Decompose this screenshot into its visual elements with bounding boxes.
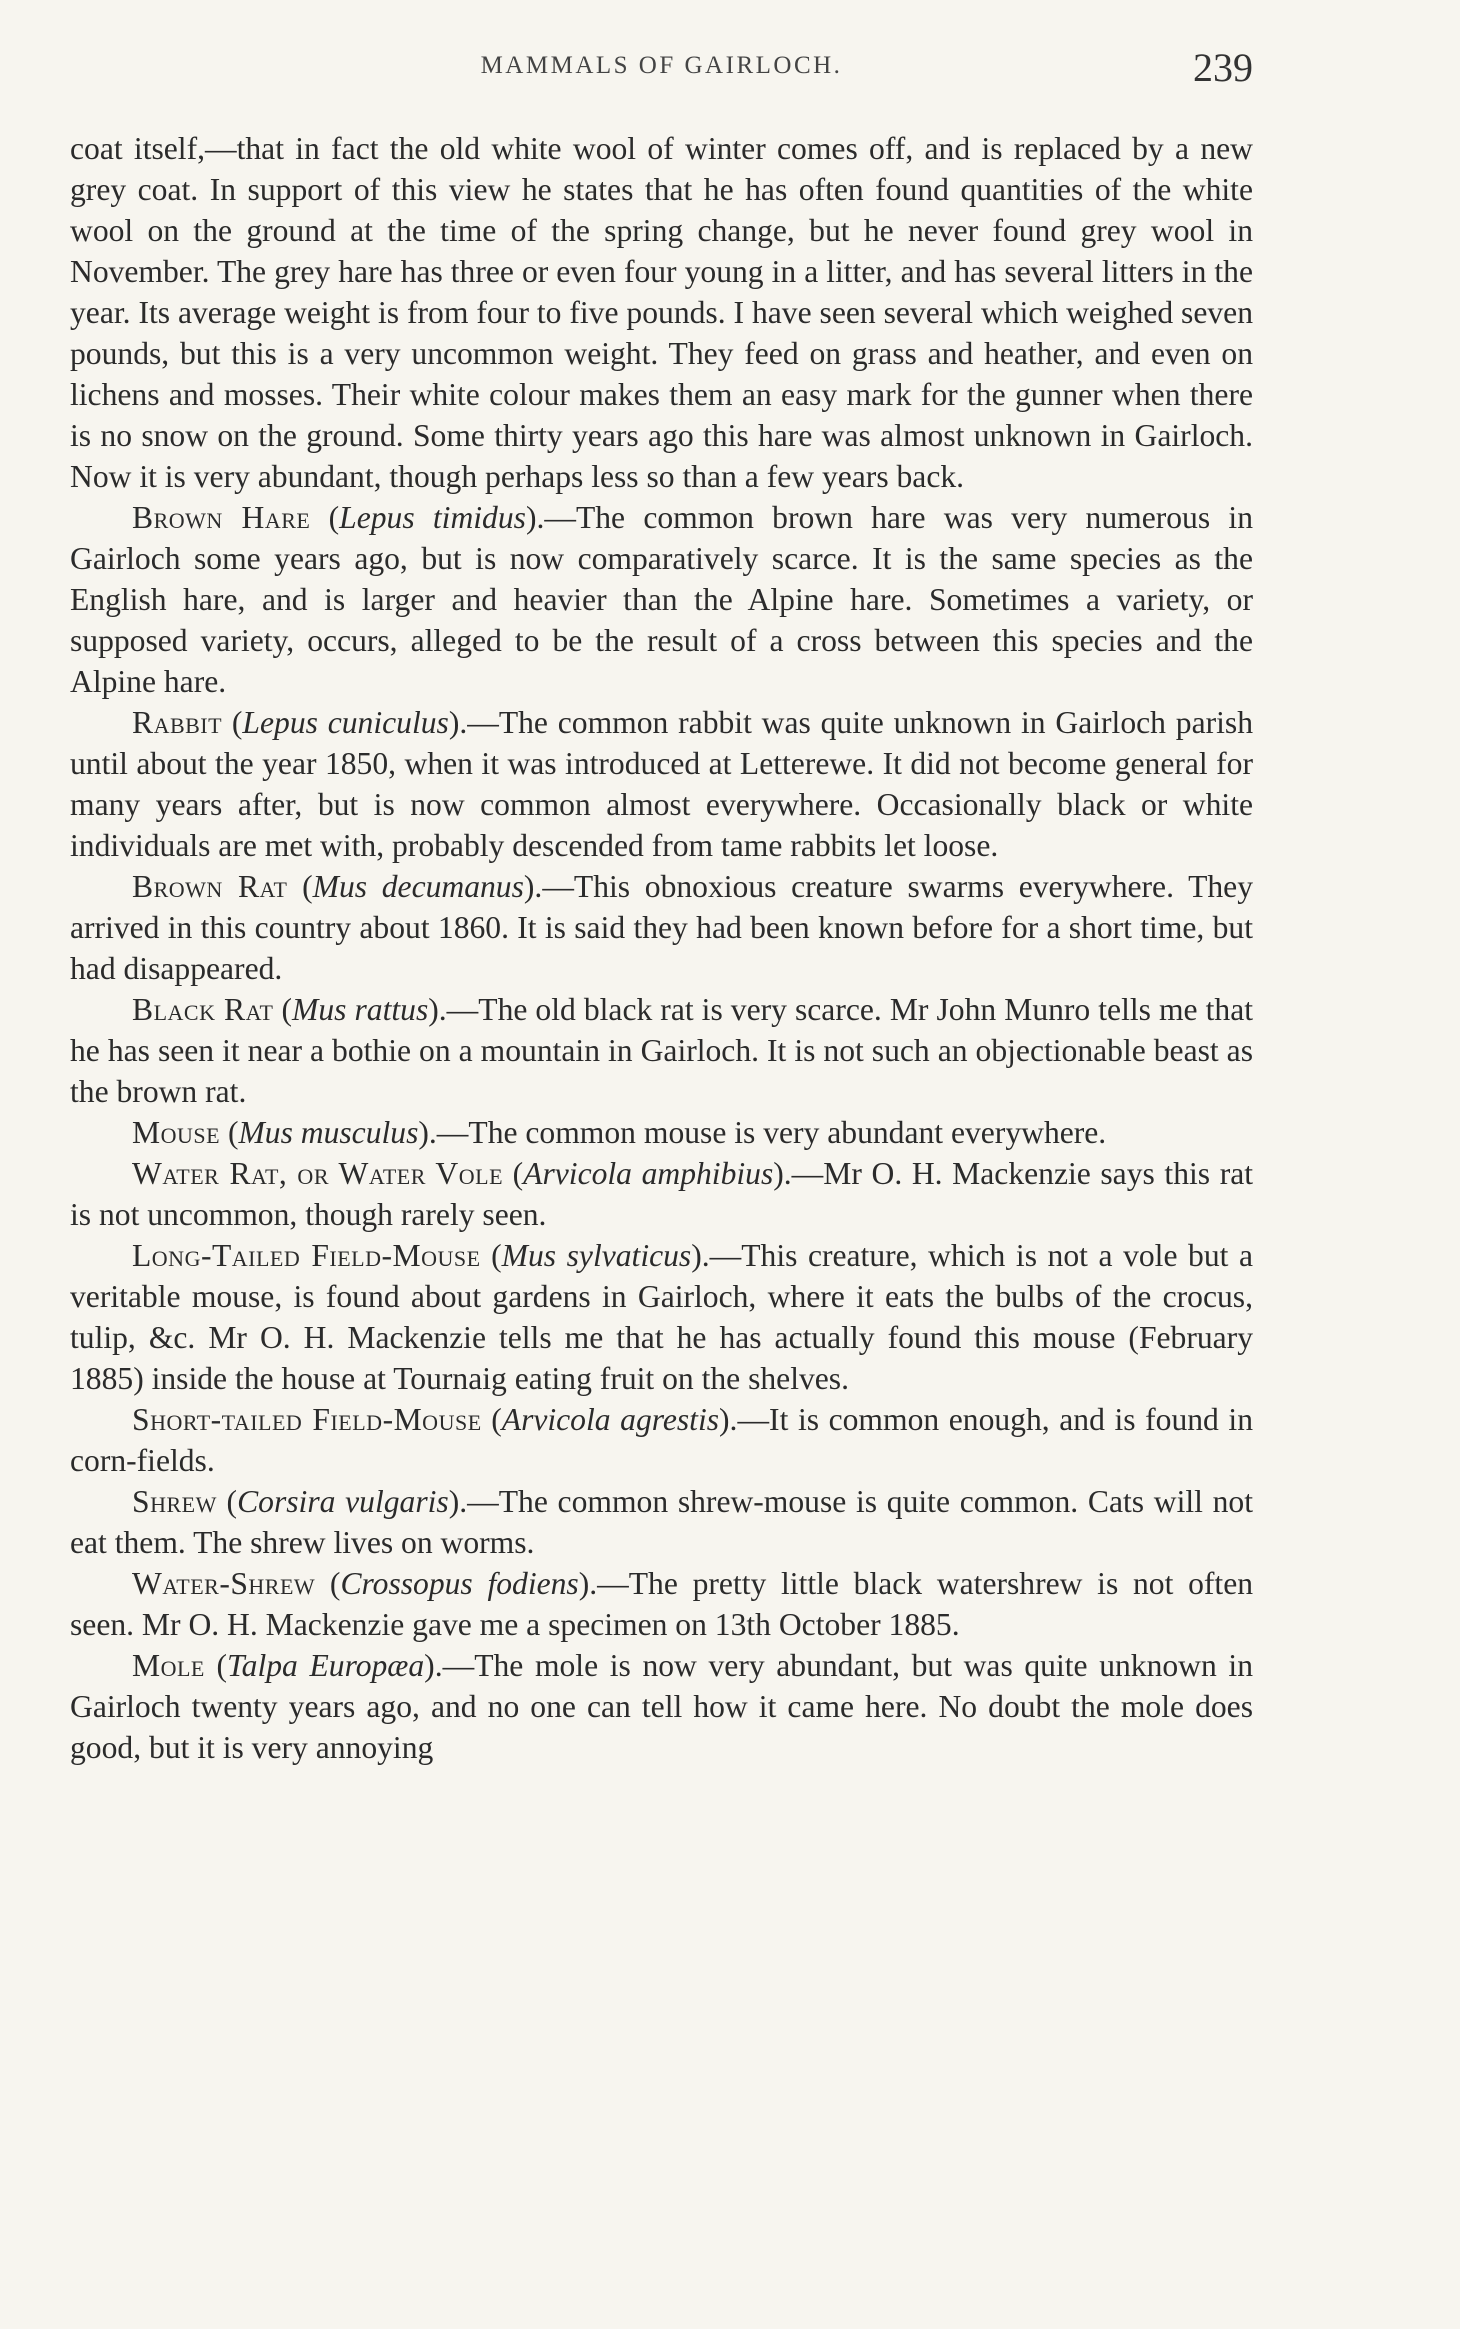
- paragraph-text: coat itself,—that in fact the old white wool of winter comes off, and is replaced by a new grey coat. In support of this view he states that he has often found quantities of the white wool on the ground at the time of the spring change, but he never found grey wool in November. The grey hare has three or even four young in a litter, and has several litters in the year. Its average weight is from four to five pounds. I have seen several which weighed seven pounds, but this is a very uncommon weight. They feed on grass and heather, and even on lichens and mosses. Their white colour makes them an easy mark for the gunner when there is no snow on the ground. Some thirty years ago this hare was almost unknown in Gairloch. Now it is very abundant, though perhaps less so than a few years back.: [70, 131, 1253, 494]
- entry-name: Rabbit: [132, 705, 223, 740]
- entry-black-rat: Black Rat (Mus rattus).—The old black rat is very scarce. Mr John Munro tells me that he has seen it near a bothie on a mountain in Gairloch. It is not such an objectionable beast as the brown rat.: [70, 992, 1253, 1109]
- entry-name: Mole: [132, 1648, 205, 1683]
- entry-mouse: Mouse (Mus musculus).—The common mouse is very abundant everywhere.: [132, 1115, 1107, 1150]
- species-name: Mus rattus: [292, 992, 429, 1027]
- entry-shrew: Shrew (Corsira vulgaris).—The common shrew-mouse is quite common. Cats will not eat them. The shrew lives on worms.: [70, 1484, 1253, 1560]
- entry-text: The common shrew-mouse is quite common. Cats will not eat them. The shrew lives on worms.: [70, 1484, 1253, 1560]
- paragraph-grey-hare-continued: [70, 128, 1253, 497]
- species-name: Lepus cuniculus: [242, 705, 449, 740]
- entry-name: Shrew: [132, 1484, 217, 1519]
- species-name: Talpa Europæa: [227, 1648, 425, 1683]
- species-name: Crossopus fodiens: [340, 1566, 579, 1601]
- entry-name: Water-Shrew: [132, 1566, 316, 1601]
- entry-brown-hare: Brown Hare (Lepus timidus).—The common brown hare was very numerous in Gairloch some years ago, but is now comparatively scarce. It is the same species as the English hare, and is larger and heavier than the Alpine hare. Sometimes a variety, or supposed variety, occurs, alleged to be the result of a cross between this species and the Alpine hare.: [70, 500, 1253, 699]
- species-name: Lepus timidus: [339, 500, 526, 535]
- entry-text: This creature, which is not a vole but a veritable mouse, is found about gardens in Gairloch, where it eats the bulbs of the crocus, tulip, &c. Mr O. H. Mackenzie tells me that he has actually found this mouse (February 1885) inside the house at Tournaig eating fruit on the shelves.: [70, 1238, 1253, 1396]
- entry-short-tailed-field-mouse: Short-tailed Field-Mouse (Arvicola agrestis).—It is common enough, and is found in corn-fields.: [70, 1402, 1254, 1478]
- entry-name: Long-Tailed Field-Mouse: [132, 1238, 481, 1273]
- entry-brown-rat: Brown Rat (Mus decumanus).—This obnoxious creature swarms everywhere. They arrived in this country about 1860. It is said they had been known before for a short time, but had disappeared.: [70, 869, 1253, 986]
- entry-text: The common rabbit was quite unknown in Gairloch parish until about the year 1850, when it was introduced at Letterewe. It did not become general for many years after, but is now common almost everywhere. Occasionally black or white individuals are met with, probably descended from tame rabbits let loose.: [70, 705, 1253, 863]
- entry-mole: Mole (Talpa Europæa).—The mole is now very abundant, but was quite unknown in Gairloch twenty years ago, and no one can tell how it came here. No doubt the mole does good, but it is very annoying: [70, 1648, 1253, 1765]
- entry-text: It is common enough, and is found in corn-fields.: [70, 1402, 1254, 1478]
- species-name: Mus sylvaticus: [501, 1238, 692, 1273]
- species-name: Corsira vulgaris: [237, 1484, 449, 1519]
- entry-text: The pretty little black watershrew is not often seen. Mr O. H. Mackenzie gave me a specimen on 13th October 1885.: [70, 1566, 1254, 1642]
- entry-water-shrew: Water-Shrew (Crossopus fodiens).—The pretty little black watershrew is not often seen. Mr O. H. Mackenzie gave me a specimen on 13th October 1885.: [70, 1566, 1254, 1642]
- species-name: Mus musculus: [238, 1115, 419, 1150]
- entry-water-vole: Water Rat, or Water Vole (Arvicola amphibius).—Mr O. H. Mackenzie says this rat is not uncommon, though rarely seen.: [70, 1156, 1254, 1232]
- entry-text: The old black rat is very scarce. Mr John Munro tells me that he has seen it near a bothie on a mountain in Gairloch. It is not such an objectionable beast as the brown rat.: [70, 992, 1253, 1109]
- entry-text: The mole is now very abundant, but was quite unknown in Gairloch twenty years ago, and no one can tell how it came here. No doubt the mole does good, but it is very annoying: [70, 1648, 1253, 1765]
- entry-long-tailed-field-mouse: Long-Tailed Field-Mouse (Mus sylvaticus).—This creature, which is not a vole but a veritable mouse, is found about gardens in Gairloch, where it eats the bulbs of the crocus, tulip, &c. Mr O. H. Mackenzie tells me that he has actually found this mouse (February 1885) inside the house at Tournaig eating fruit on the shelves.: [70, 1238, 1253, 1396]
- entry-text: The common mouse is very abundant everywhere.: [468, 1115, 1107, 1150]
- species-name: Arvicola amphibius: [523, 1156, 774, 1191]
- page-number: 239: [1193, 45, 1253, 90]
- entry-text: Mr O. H. Mackenzie says this rat is not uncommon, though rarely seen.: [70, 1156, 1254, 1232]
- entry-name: Black Rat: [132, 992, 274, 1027]
- species-name: Mus decumanus: [312, 869, 524, 904]
- entry-name: Brown Rat: [132, 869, 288, 904]
- entry-text: This obnoxious creature swarms everywhere. They arrived in this country about 1860. It is said they had been known before for a short time, but had disappeared.: [70, 869, 1253, 986]
- page-header: [70, 44, 1253, 94]
- entry-text: The common brown hare was very numerous in Gairloch some years ago, but is now comparatively scarce. It is the same species as the English hare, and is larger and heavier than the Alpine hare. Sometimes a variety, or supposed variety, occurs, alleged to be the result of a cross between this species and the Alpine hare.: [70, 500, 1253, 699]
- entry-name: Short-tailed Field-Mouse: [132, 1402, 482, 1437]
- entry-rabbit: Rabbit (Lepus cuniculus).—The common rabbit was quite unknown in Gairloch parish until about the year 1850, when it was introduced at Letterewe. It did not become general for many years after, but is now common almost everywhere. Occasionally black or white individuals are met with, probably descended from tame rabbits let loose.: [70, 705, 1253, 863]
- body-text: [70, 128, 1253, 1768]
- entry-name: Mouse: [132, 1115, 221, 1150]
- species-name: Arvicola agrestis: [501, 1402, 720, 1437]
- entry-name: Brown Hare: [132, 500, 311, 535]
- entry-name: Water Rat, or Water Vole: [132, 1156, 504, 1191]
- running-head: MAMMALS OF GAIRLOCH.: [480, 52, 843, 79]
